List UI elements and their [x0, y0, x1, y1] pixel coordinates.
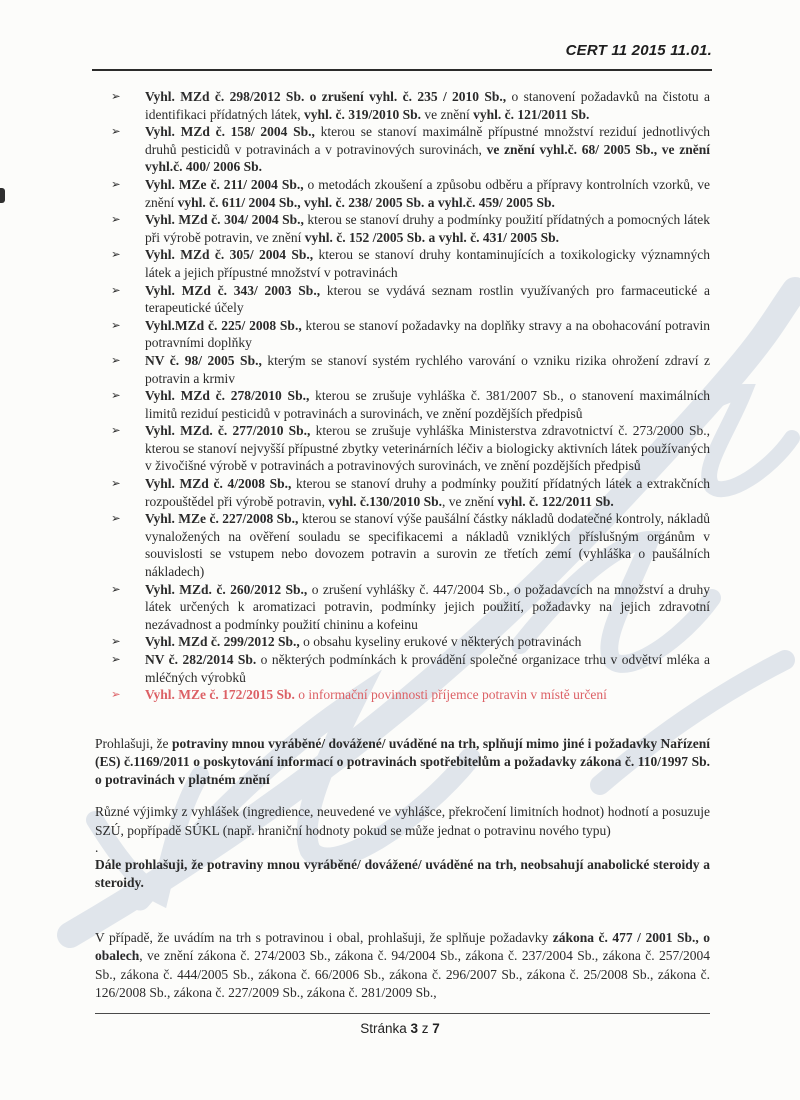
- doc-code: CERT 11 2015 11.01.: [565, 42, 712, 59]
- scan-artifact: [0, 188, 5, 203]
- regulation-item: ➢ Vyhl. MZd č. 158/ 2004 Sb., kterou se stanoví maximálně přípustné množství reziduí jednotlivých druhů pesticidů v potravinách a v potravinových surovinách, ve znění vyhl.č. 68/ 2005 Sb., ve znění vyhl.č. 400/ 2006 Sb.: [111, 124, 710, 175]
- declaration-main: Prohlašuji, že potraviny mnou vyráběné/ dovážené/ uváděné na trh, splňují mimo jiné i požadavky Nařízení (ES) č.1169/2011 o poskytování informací o potravinách spotřebitelům a požadavky zákona č. 110/1997 Sb. o potravinách v platném znění: [95, 735, 710, 788]
- regulation-list: [95, 88, 710, 704]
- bullet-arrow-icon: ➢: [111, 282, 121, 297]
- regulation-item: ➢ Vyhl. MZd č. 304/ 2004 Sb., kterou se stanoví druhy a podmínky použití přídatných a pomocných látek při výrobě potravin, ve znění vyhl. č. 152 /2005 Sb. a vyhl. č. 431/ 2005 Sb.: [111, 212, 710, 245]
- packaging-declaration: V případě, že uvádím na trh s potravinou i obal, prohlašuji, že splňuje požadavky zákona č. 477 / 2001 Sb., o obalech, ve znění zákona č. 274/2003 Sb., zákona č. 94/2004 Sb., zákona č. 237/2004 Sb., zákona č. 257/2004 Sb., zákona č. 444/2005 Sb., zákona č. 66/2006 Sb., zákona č. 296/2007 Sb., zákona č. 25/2008 Sb., zákona č. 126/2008 Sb., zákona č. 227/2009 Sb., zákona č. 281/2009 Sb.,: [95, 930, 710, 1000]
- regulation-item: ➢ Vyhl. MZd. č. 277/2010 Sb., kterou se zrušuje vyhláška Ministerstva zdravotnictví č. 273/2000 Sb., kterou se stanoví nejvyšší přípustné zbytky veterinárních léčiv a biologicky aktivních látek používaných v živočišné výrobě v potravinách a potravinových surovinách, ve znění pozdějších předpisů: [111, 423, 710, 474]
- bullet-arrow-icon: ➢: [111, 476, 121, 491]
- bullet-arrow-icon: ➢: [111, 634, 121, 649]
- bullet-arrow-icon: ➢: [111, 317, 121, 332]
- bullet-arrow-icon: ➢: [111, 176, 121, 191]
- dot-line: .: [95, 839, 99, 855]
- regulation-item: ➢ Vyhl. MZd č. 298/2012 Sb. o zrušení vyhl. č. 235 / 2010 Sb., o stanovení požadavků na čistotu a identifikaci přídatných látek, vyhl. č. 319/2010 Sb. ve znění vyhl. č. 121/2011 Sb.: [111, 89, 710, 122]
- regulation-item: ➢ Vyhl. MZd č. 299/2012 Sb., o obsahu kyseliny erukové v některých potravinách: [111, 634, 582, 650]
- bullet-arrow-icon: ➢: [111, 511, 121, 526]
- bullet-arrow-icon: ➢: [111, 247, 121, 262]
- document-body: [95, 88, 710, 1002]
- page-number: Stránka 3 z 7: [360, 1021, 440, 1036]
- bullet-arrow-icon: ➢: [111, 124, 121, 139]
- regulation-item: ➢ Vyhl. MZd. č. 260/2012 Sb., o zrušení vyhlášky č. 447/2004 Sb., o požadavcích na množství a druhy látek určených k aromatizaci potravin, podmínky jejich použití, požadavky na jejich zdravotní nezávadnost a podmínky použití chininu a kofeinu: [111, 581, 710, 632]
- bullet-arrow-icon: ➢: [111, 89, 121, 103]
- bullet-arrow-icon: ➢: [111, 352, 121, 367]
- regulation-item: ➢ Vyhl. MZe č. 211/ 2004 Sb., o metodách zkoušení a způsobu odběru a přípravy kontrolních vzorků, ve znění vyhl. č. 611/ 2004 Sb., vyhl. č. 238/ 2005 Sb. a vyhl.č. 459/ 2005 Sb.: [111, 176, 710, 210]
- document-header: [92, 42, 712, 60]
- bullet-arrow-icon: ➢: [111, 687, 121, 702]
- declaration-paragraphs: [95, 735, 710, 1002]
- regulation-item: ➢ NV č. 282/2014 Sb. o některých podmínkách k provádění společné organizace trhu v odvětví mléka a mléčných výrobků: [111, 652, 710, 685]
- steroids-declaration: Dále prohlašuji, že potraviny mnou vyráběné/ dovážené/ uváděné na trh, neobsahují anabolické steroidy a steroidy.: [95, 856, 710, 890]
- bullet-arrow-icon: ➢: [111, 581, 121, 596]
- regulation-item: ➢ NV č. 98/ 2005 Sb., kterým se stanoví systém rychlého varování o vzniku rizika ohrožení zdraví z potravin a krmiv: [111, 352, 710, 386]
- regulation-item: ➢ Vyhl. MZd č. 278/2010 Sb., kterou se zrušuje vyhláška č. 381/2007 Sb., o stanovení maximálních limitů reziduí pesticidů v potravinách a surovinách, ve znění pozdějších předpisů: [111, 388, 710, 421]
- regulation-item: ➢ Vyhl.MZd č. 225/ 2008 Sb., kterou se stanoví požadavky na doplňky stravy a na obohacování potravin potravními doplňky: [111, 317, 710, 351]
- regulation-item: ➢ Vyhl. MZd č. 305/ 2004 Sb., kterou se stanoví druhy kontaminujících a toxikologicky významných látek a jejich přípustné množství v potravinách: [111, 247, 710, 280]
- regulation-item: ➢ Vyhl. MZe č. 172/2015 Sb. o informační povinnosti příjemce potravin v místě určení: [111, 687, 607, 703]
- bullet-arrow-icon: ➢: [111, 388, 121, 403]
- regulation-item: ➢ Vyhl. MZd č. 4/2008 Sb., kterou se stanoví druhy a podmínky použití přídatných látek a extrakčních rozpouštědel při výrobě potravin, vyhl. č.130/2010 Sb., ve znění vyhl. č. 122/2011 Sb.: [111, 476, 710, 509]
- page-footer: [0, 1021, 800, 1036]
- bullet-arrow-icon: ➢: [111, 652, 121, 666]
- exceptions-note: Různé výjimky z vyhlášek (ingredience, neuvedené ve vyhlášce, překročení limitních hodnot) hodnotí a posuzuje SZÚ, popřípadě SÚKL (např. hraniční hodnoty pokud se může jednat o potravinu nového typu): [95, 804, 710, 838]
- footer-rule: [95, 1013, 710, 1014]
- regulation-item: ➢ Vyhl. MZd č. 343/ 2003 Sb., kterou se vydává seznam rostlin využívaných pro farmaceutické a terapeutické účely: [111, 282, 710, 316]
- bullet-arrow-icon: ➢: [111, 212, 121, 227]
- header-rule: [92, 69, 712, 71]
- bullet-arrow-icon: ➢: [111, 423, 121, 438]
- regulation-item: ➢ Vyhl. MZe č. 227/2008 Sb., kterou se stanoví výše paušální částky nákladů dodatečné kontroly, nákladů vynaložených na ověření souladu se specifikacemi a nákladů vzniklých příslušným orgánům v souvislosti se vstupem nebo dovozem potravin a surovin ze třetích zemí (vyhláška o paušálních nákladech): [111, 511, 710, 580]
